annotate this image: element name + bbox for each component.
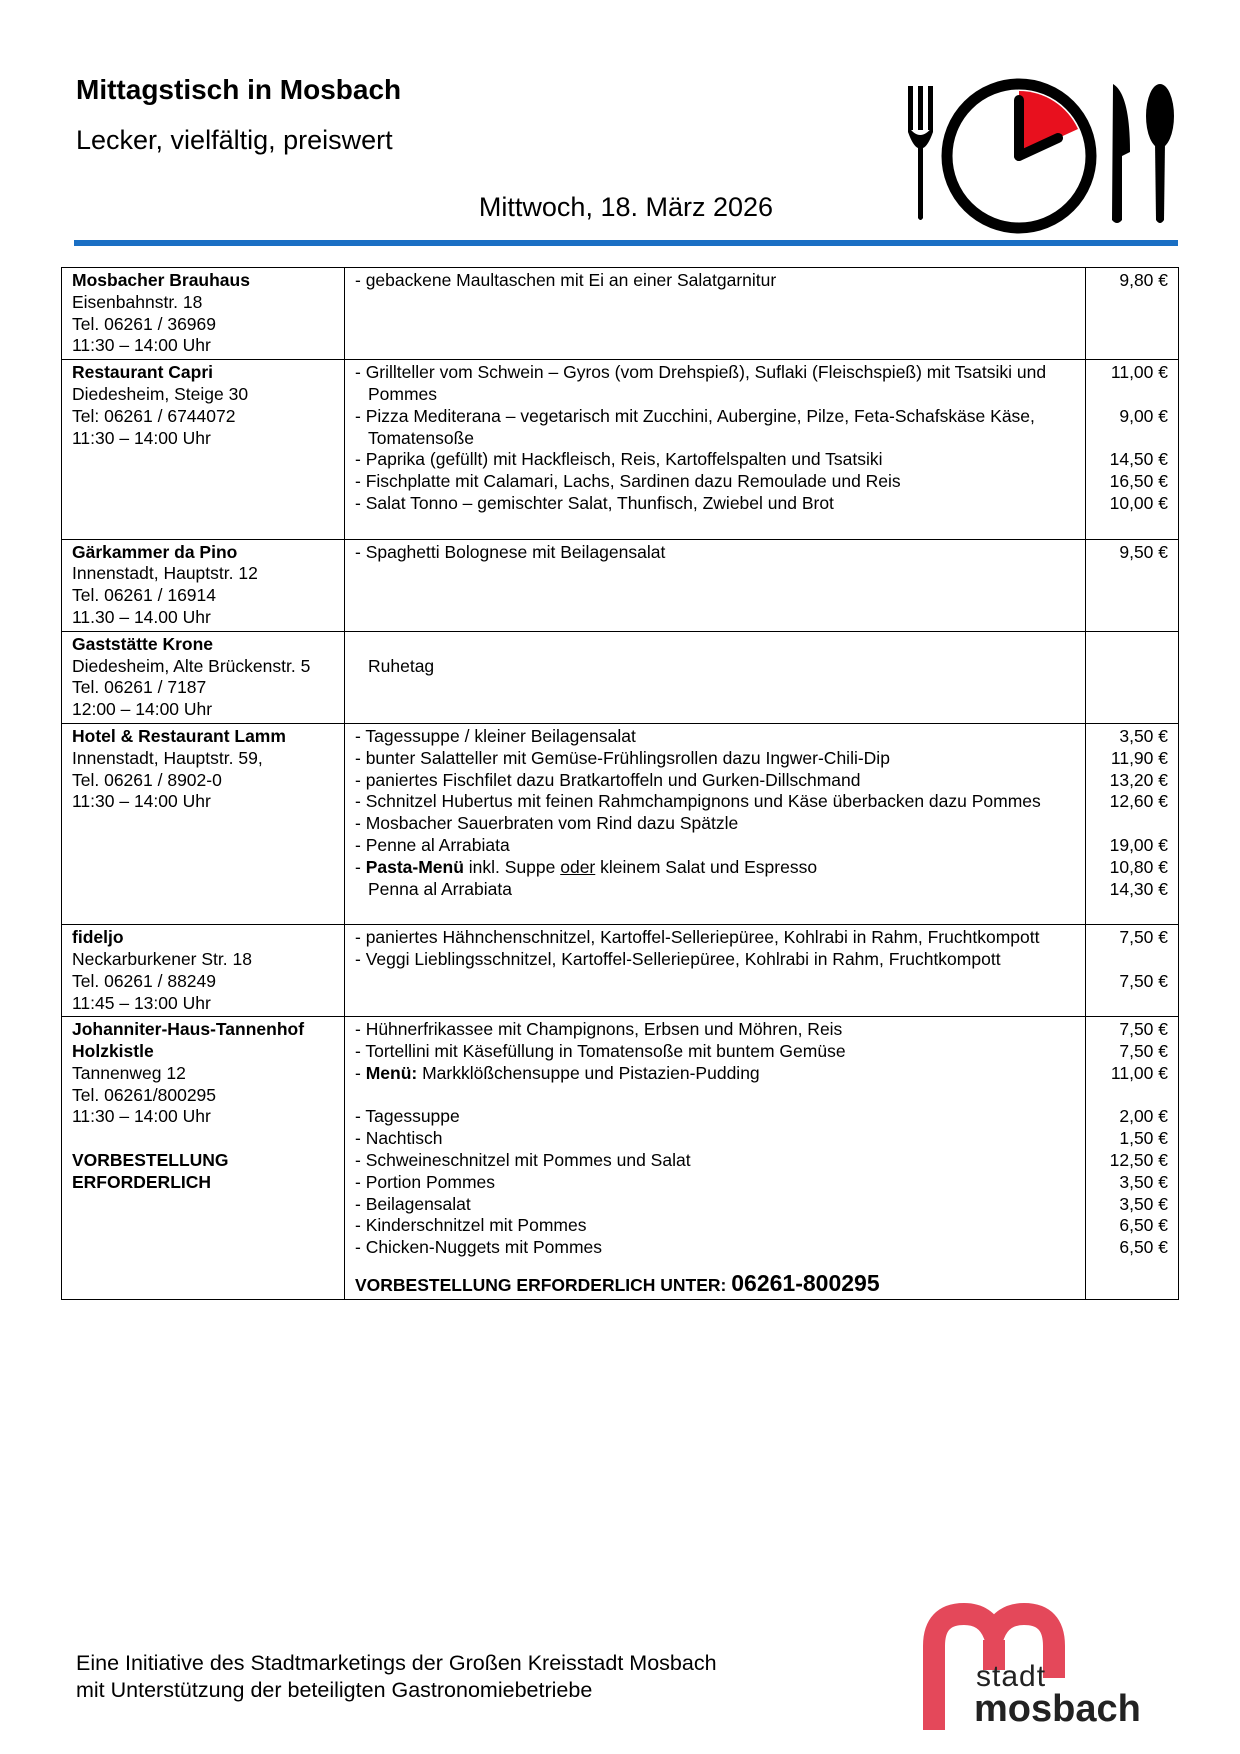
table-row [62,539,1179,631]
restaurant-phone: Tel. 06261 / 8902-0 [72,769,222,790]
restaurant-hours: 11:30 – 14:00 Uhr [72,427,211,448]
dish-price: 14,50 € [1109,449,1168,470]
restaurant-name: Gärkammer da Pino [72,541,238,562]
dish-price: 3,50 € [1119,1193,1168,1214]
page-title: Mittagstisch in Mosbach [76,74,402,105]
restaurant-name: Hotel & Restaurant Lamm [72,725,286,746]
menu-table [61,267,1179,1300]
dish-list [345,925,1086,1017]
dish-price: 11,00 € [1110,1062,1168,1083]
header-divider [74,240,1178,246]
dish-price: 11,00 € [1110,362,1168,383]
preorder-notice: VORBESTELLUNG [72,1150,229,1171]
footer-note [76,1650,717,1704]
dish-item: - Nachtisch [355,1128,443,1149]
dish-item: - Hühnerfrikassee mit Champignons, Erbsen und Möhren, Reis [355,1019,843,1040]
price-list [1086,539,1179,631]
restaurant-name-line2: Holzkistle [72,1041,154,1062]
restaurant-name: Gaststätte Krone [72,633,214,654]
table-row [62,723,1179,924]
restaurant-phone: Tel. 06261 / 36969 [72,313,217,334]
dish-price: 9,00 € [1119,405,1168,426]
preorder-callout: VORBESTELLUNG ERFORDERLICH UNTER: 06261-800295 [355,1270,880,1297]
dish-price: 7,50 € [1119,1041,1168,1062]
menu-item: - Menü: Markklößchensuppe und Pistazien-Pudding [355,1062,760,1083]
dish-item: - Schnitzel Hubertus mit feinen Rahmchampignons und Käse überbacken dazu Pommes [355,791,1041,812]
menu-date: Mittwoch, 18. März 2026 [478,192,774,222]
dish-list [345,268,1086,360]
restaurant-name: fideljo [72,927,124,948]
table-row [62,1017,1179,1300]
dish-item: - Fischplatte mit Calamari, Lachs, Sardinen dazu Remoulade und Reis [355,471,901,492]
restaurant-hours: 11:30 – 14:00 Uhr [72,1106,211,1127]
logo-word-mosbach: mosbach [974,1688,1141,1730]
restaurant-phone: Tel. 06261/800295 [72,1084,217,1105]
restaurant-address: Innenstadt, Hauptstr. 59, [72,747,263,768]
restaurant-address: Diedesheim, Steige 30 [72,383,249,404]
dish-item: - paniertes Fischfilet dazu Bratkartoffeln und Gurken-Dillschmand [355,769,861,790]
dish-item: - Portion Pommes [355,1171,496,1192]
dish-item: - Grillteller vom Schwein – Gyros (vom Drehspieß), Suflaki (Fleischspieß) mit Tsatsiki und Pommes [355,362,1047,404]
restaurant-name: Mosbacher Brauhaus [72,270,250,290]
dish-item: - Schweineschnitzel mit Pommes und Salat [355,1150,691,1171]
restaurant-address: Eisenbahnstr. 18 [72,291,203,312]
dish-item: - paniertes Hähnchenschnitzel, Kartoffel-Selleriepüree, Kohlrabi in Rahm, Fruchtkompott [355,927,1040,948]
dish-item: - Paprika (gefüllt) mit Hackfleisch, Reis, Kartoffelspalten und Tsatsiki [355,449,883,470]
dish-item: - Penne al Arrabiata [355,834,510,855]
fork-clock-knife-spoon-icon [908,72,1176,240]
dish-item: - Tagessuppe [355,1106,460,1127]
price-list [1086,1017,1179,1300]
dish-price: 14,30 € [1109,878,1168,899]
pasta-menu-dish: Penna al Arrabiata [368,878,512,899]
footer-line: mit Unterstützung der beteiligten Gastronomiebetriebe [76,1678,593,1702]
restaurant-phone: Tel. 06261 / 7187 [72,677,207,698]
dish-price: 12,60 € [1109,791,1168,812]
dish-price: 9,50 € [1119,541,1168,562]
restaurant-phone: Tel: 06261 / 6744072 [72,405,236,426]
preorder-notice-line2: ERFORDERLICH [72,1171,212,1192]
dish-list [345,631,1086,723]
closed-note: Ruhetag [368,655,435,676]
price-list [1086,268,1179,360]
table-row [62,631,1179,723]
footer-line: Eine Initiative des Stadtmarketings der Großen Kreisstadt Mosbach [76,1651,717,1675]
restaurant-info [62,631,345,723]
table-row [62,360,1179,539]
dish-price: 12,50 € [1109,1150,1168,1171]
logo-word-stadt: stadt [976,1660,1047,1693]
dish-price: 11,90 € [1110,747,1168,768]
restaurant-info [62,925,345,1017]
restaurant-phone: Tel. 06261 / 16914 [72,585,217,606]
dish-item: - Kinderschnitzel mit Pommes [355,1215,587,1236]
dish-price: 10,80 € [1109,856,1168,877]
dish-item: - Pizza Mediterana – vegetarisch mit Zucchini, Aubergine, Pilze, Feta-Schafskäse Käse, Tomatensoße [355,405,1035,448]
dish-price: 9,80 € [1119,270,1168,290]
page-subtitle: Lecker, vielfältig, preiswert [76,125,393,155]
price-list [1086,360,1179,539]
dish-item: - Spaghetti Bolognese mit Beilagensalat [355,541,666,562]
restaurant-hours: 12:00 – 14:00 Uhr [72,699,213,720]
dish-price: 16,50 € [1109,471,1168,492]
restaurant-address: Diedesheim, Alte Brückenstr. 5 [72,655,311,676]
dish-item: - gebackene Maultaschen mit Ei an einer Salatgarnitur [355,270,777,290]
restaurant-address: Innenstadt, Hauptstr. 12 [72,563,258,584]
restaurant-hours: 11:30 – 14:00 Uhr [72,335,211,356]
restaurant-hours: 11:30 – 14:00 Uhr [72,791,211,812]
dish-price: 7,50 € [1119,970,1168,991]
restaurant-info [62,268,345,360]
restaurant-hours: 11.30 – 14.00 Uhr [72,606,211,627]
restaurant-hours: 11:45 – 13:00 Uhr [72,992,211,1013]
restaurant-address: Neckarburkener Str. 18 [72,948,252,969]
price-list [1086,631,1179,723]
dish-price: 1,50 € [1119,1128,1168,1149]
dish-price: 10,00 € [1109,492,1168,513]
dish-price: 6,50 € [1119,1237,1168,1258]
dish-price: 7,50 € [1119,1019,1168,1040]
table-row [62,268,1179,360]
dish-price: 13,20 € [1109,769,1168,790]
dish-list [345,539,1086,631]
dish-list [345,723,1086,924]
restaurant-phone: Tel. 06261 / 88249 [72,970,217,991]
dish-item: - Salat Tonno – gemischter Salat, Thunfisch, Zwiebel und Brot [355,492,834,513]
dish-price: 6,50 € [1119,1215,1168,1236]
restaurant-info [62,1017,345,1300]
restaurant-name: Restaurant Capri [72,362,214,383]
dish-price: 3,50 € [1119,725,1168,746]
table-row [62,925,1179,1017]
dish-item: - Beilagensalat [355,1193,471,1214]
dish-item: - Tortellini mit Käsefüllung in Tomatensoße mit buntem Gemüse [355,1041,846,1062]
pasta-menu-item: - Pasta-Menü inkl. Suppe oder kleinem Salat und Espresso [355,856,818,877]
preorder-phone: 06261-800295 [731,1270,880,1297]
restaurant-info [62,723,345,924]
restaurant-name: Johanniter-Haus-Tannenhof [72,1019,305,1040]
dish-price: 3,50 € [1119,1171,1168,1192]
dish-price: 2,00 € [1119,1106,1168,1127]
dish-list [345,360,1086,539]
dish-item: - Veggi Lieblingsschnitzel, Kartoffel-Selleriepüree, Kohlrabi in Rahm, Fruchtkompott [355,948,1001,969]
restaurant-address: Tannenweg 12 [72,1062,186,1083]
price-list [1086,723,1179,924]
dish-item: - Tagessuppe / kleiner Beilagensalat [355,725,636,746]
price-list [1086,925,1179,1017]
dish-price: 19,00 € [1109,834,1168,855]
dish-list [345,1017,1086,1300]
dish-item: - Chicken-Nuggets mit Pommes [355,1237,603,1258]
restaurant-info [62,360,345,539]
dish-price: 7,50 € [1119,927,1168,948]
dish-item: - bunter Salatteller mit Gemüse-Frühlingsrollen dazu Ingwer-Chili-Dip [355,747,890,768]
restaurant-info [62,539,345,631]
dish-item: - Mosbacher Sauerbraten vom Rind dazu Spätzle [355,813,739,834]
